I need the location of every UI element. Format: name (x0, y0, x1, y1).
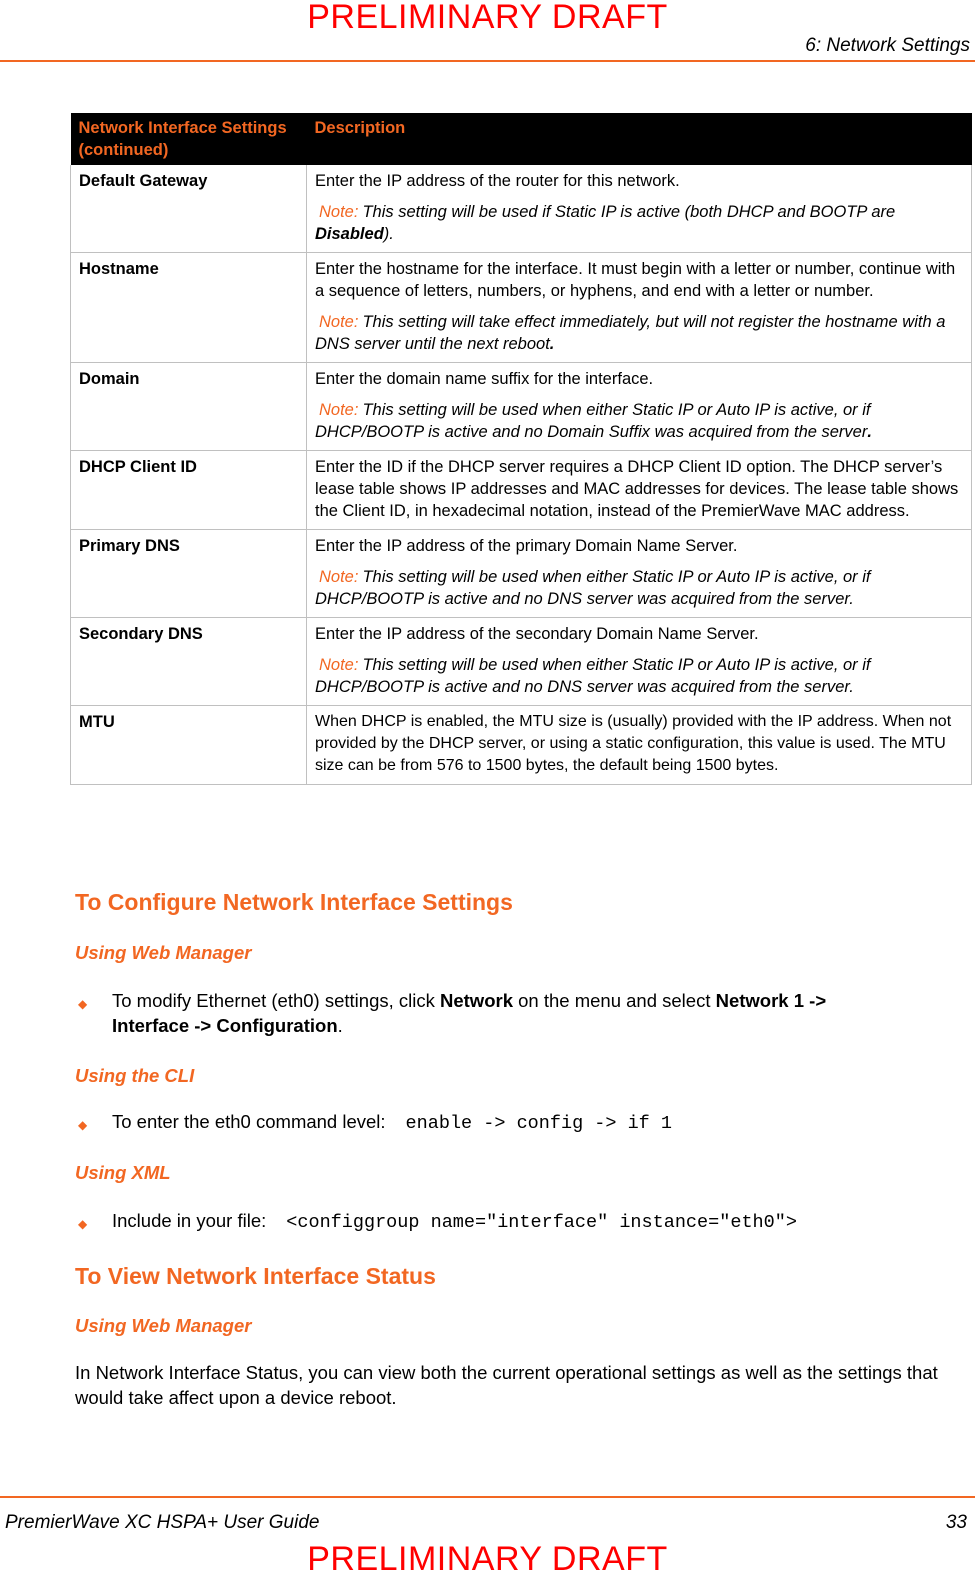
view-web-heading: Using Web Manager (75, 1315, 252, 1336)
setting-description (307, 165, 972, 253)
setting-name: Domain (71, 363, 307, 451)
view-paragraph: In Network Interface Status, you can view both the current operational settings as well as the settings that would take affect upon a device reboot. (75, 1362, 938, 1408)
note-text: This setting will be used if Static IP is active (both DHCP and BOOTP are (362, 203, 896, 221)
table-row (71, 618, 972, 706)
setting-name: Primary DNS (71, 530, 307, 618)
chapter-header: 6: Network Settings (805, 35, 970, 56)
description-text: Enter the ID if the DHCP server requires a DHCP Client ID option. The DHCP server’s lease table shows IP addresses and MAC addresses for devices. The lease table shows the Client ID, in hexadecimal notation, instead of the PremierWave MAC address. (315, 458, 959, 520)
setting-name: Default Gateway (71, 165, 307, 253)
description-text: Enter the hostname for the interface. It must begin with a letter or number, continue with a sequence of letters, numbers, or hyphens, and end with a letter or number. (315, 260, 956, 300)
note-text: This setting will be used when either Static IP or Auto IP is active, or if DHCP/BOOTP is active and no Domain Suffix was acquired from the server (315, 401, 871, 441)
bullet-text (112, 1109, 672, 1136)
page-number: 33 (945, 1512, 967, 1533)
text-segment: To enter the eth0 command level: (112, 1111, 386, 1132)
diamond-bullet-icon: ◆ (78, 997, 88, 1011)
menu-path-part1: Network 1 -> (715, 990, 827, 1011)
network-interface-settings-table (70, 113, 972, 785)
diamond-bullet-icon: ◆ (78, 1217, 88, 1231)
footer-rule (0, 1496, 975, 1498)
note-end: . (867, 423, 872, 441)
note-bold: Disabled (315, 225, 384, 243)
description-text: Enter the IP address of the secondary Domain Name Server. (315, 625, 759, 643)
description-text: When DHCP is enabled, the MTU size is (usually) provided with the IP address. When not provided by the DHCP server, or using a static configuration, this value is used. The MTU size can be from 576 to 1500 bytes, the default being 1500 bytes. (315, 713, 952, 774)
configure-xml-heading: Using XML (75, 1162, 171, 1183)
setting-name: Hostname (71, 253, 307, 363)
note-text: This setting will be used when either Static IP or Auto IP is active, or if DHCP/BOOTP is active and no DNS server was acquired from the server. (315, 568, 871, 608)
setting-description (307, 253, 972, 363)
note (315, 311, 963, 355)
table-row (71, 530, 972, 618)
view-status-heading: To View Network Interface Status (75, 1263, 436, 1289)
note-text-end: ). (383, 225, 394, 243)
text-segment: on the menu and select (513, 990, 716, 1011)
diamond-bullet-icon: ◆ (78, 1118, 88, 1132)
table-row (71, 253, 972, 363)
note (315, 566, 963, 610)
table-row (71, 451, 972, 530)
note-label: Note: (319, 401, 359, 419)
bullet-text (112, 988, 826, 1038)
text-segment: . (337, 1015, 343, 1036)
setting-description (307, 706, 972, 785)
footer-title: PremierWave XC HSPA+ User Guide (5, 1512, 320, 1533)
menu-path-part2: Interface -> Configuration (112, 1015, 338, 1036)
setting-description (307, 363, 972, 451)
note-label: Note: (319, 568, 359, 586)
note-label: Note: (319, 656, 359, 674)
note-label: Note: (319, 313, 359, 331)
note-end: . (549, 335, 555, 353)
bullet-text (112, 1208, 797, 1235)
setting-description (307, 451, 972, 530)
note-text: This setting will be used when either Static IP or Auto IP is active, or if DHCP/BOOTP is active and no DNS server was acquired from the server. (315, 656, 871, 696)
setting-description (307, 530, 972, 618)
note (315, 399, 963, 443)
note-label: Note: (319, 203, 359, 221)
table-row (71, 706, 972, 785)
configure-heading: To Configure Network Interface Settings (75, 889, 513, 915)
text-segment: To modify Ethernet (eth0) settings, click (112, 990, 440, 1011)
note (315, 654, 963, 698)
header-rule (0, 60, 975, 62)
watermark-top: PRELIMINARY DRAFT (307, 0, 668, 36)
description-text: Enter the domain name suffix for the interface. (315, 370, 654, 388)
xml-code: <configgroup name="interface" instance="eth0"> (286, 1212, 797, 1233)
cli-command: enable -> config -> if 1 (405, 1113, 672, 1134)
table-header-row (71, 113, 972, 165)
watermark-bottom: PRELIMINARY DRAFT (307, 1540, 668, 1578)
table-row (71, 165, 972, 253)
col-header-setting: Network Interface Settings (continued) (71, 113, 307, 165)
description-text: Enter the IP address of the primary Domain Name Server. (315, 537, 738, 555)
setting-name: Secondary DNS (71, 618, 307, 706)
configure-web-heading: Using Web Manager (75, 942, 252, 963)
setting-description (307, 618, 972, 706)
setting-name: MTU (71, 706, 307, 785)
note (315, 201, 963, 245)
text-segment: Include in your file: (112, 1210, 267, 1231)
col-header-description: Description (307, 113, 972, 165)
note-text: This setting will take effect immediately, but will not register the hostname with a DNS server until the next reboot (315, 313, 946, 353)
configure-cli-heading: Using the CLI (75, 1065, 195, 1086)
table-row (71, 363, 972, 451)
description-text: Enter the IP address of the router for this network. (315, 172, 680, 190)
menu-network: Network (440, 990, 513, 1011)
setting-name: DHCP Client ID (71, 451, 307, 530)
